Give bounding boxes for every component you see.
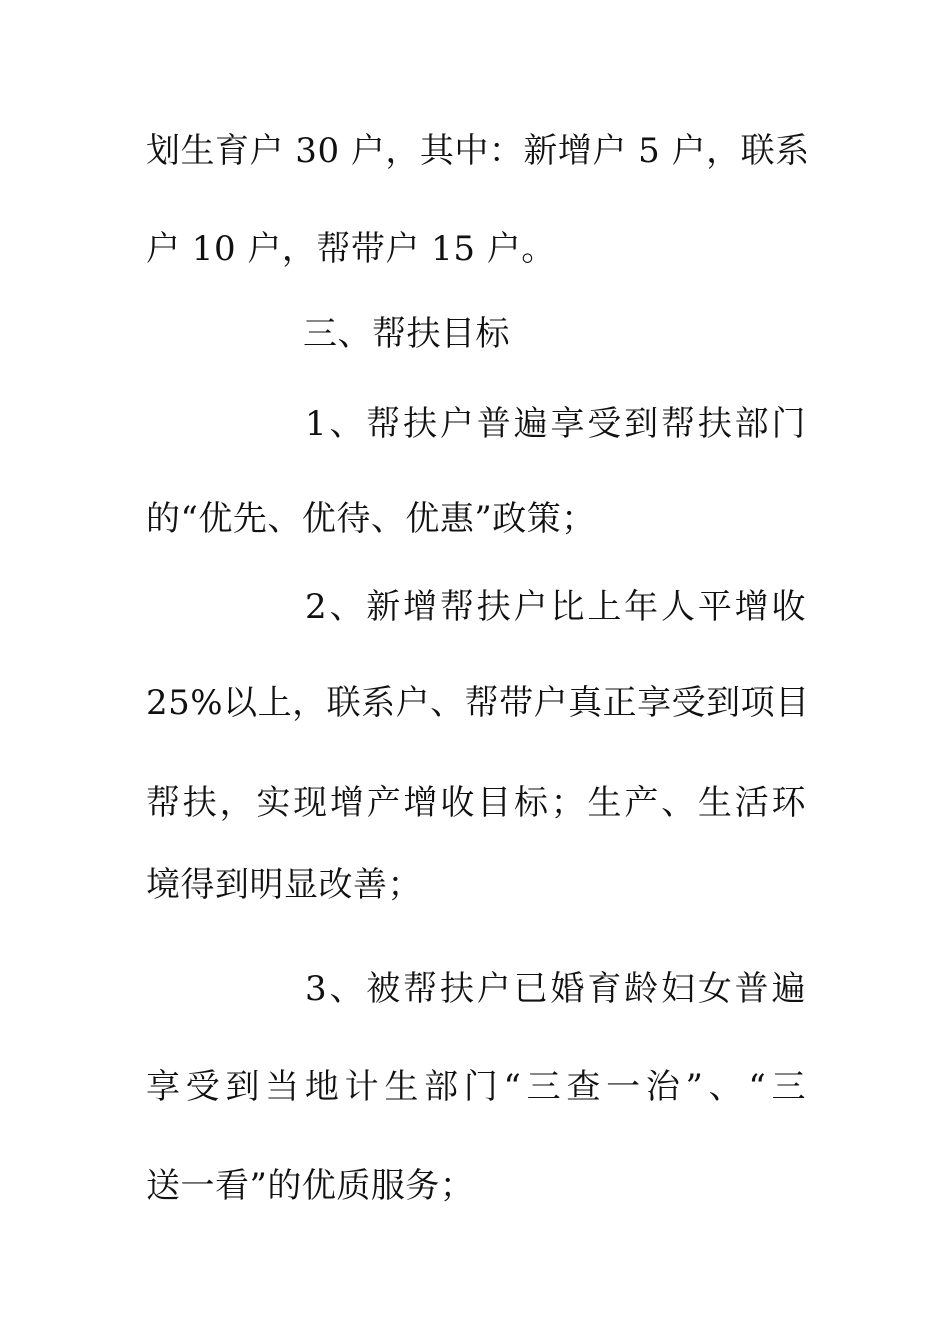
section-heading: 三、帮扶目标	[303, 314, 510, 354]
paragraph-line: 25%以上，联系户、帮带户真正享受到项目	[146, 683, 810, 723]
paragraph-line: 送一看”的优质服务；	[146, 1166, 475, 1206]
list-item-line: 3、被帮扶户已婚育龄妇女普遍	[305, 969, 806, 1009]
paragraph-line: 划生育户 30 户，其中：新增户 5 户，联系	[146, 131, 810, 171]
paragraph-line: 帮扶，实现增产增收目标；生产、生活环	[146, 783, 806, 823]
paragraph-line: 户 10 户，帮带户 15 户。	[146, 229, 556, 269]
paragraph-line: 享受到当地计生部门“三查一治”、“三	[146, 1067, 806, 1107]
list-item-line: 1、帮扶户普遍享受到帮扶部门	[305, 404, 806, 444]
paragraph-line: 境得到明显改善；	[146, 865, 422, 905]
paragraph-line: 的“优先、优待、优惠”政策；	[146, 499, 596, 539]
list-item-line: 2、新增帮扶户比上年人平增收	[305, 587, 806, 627]
